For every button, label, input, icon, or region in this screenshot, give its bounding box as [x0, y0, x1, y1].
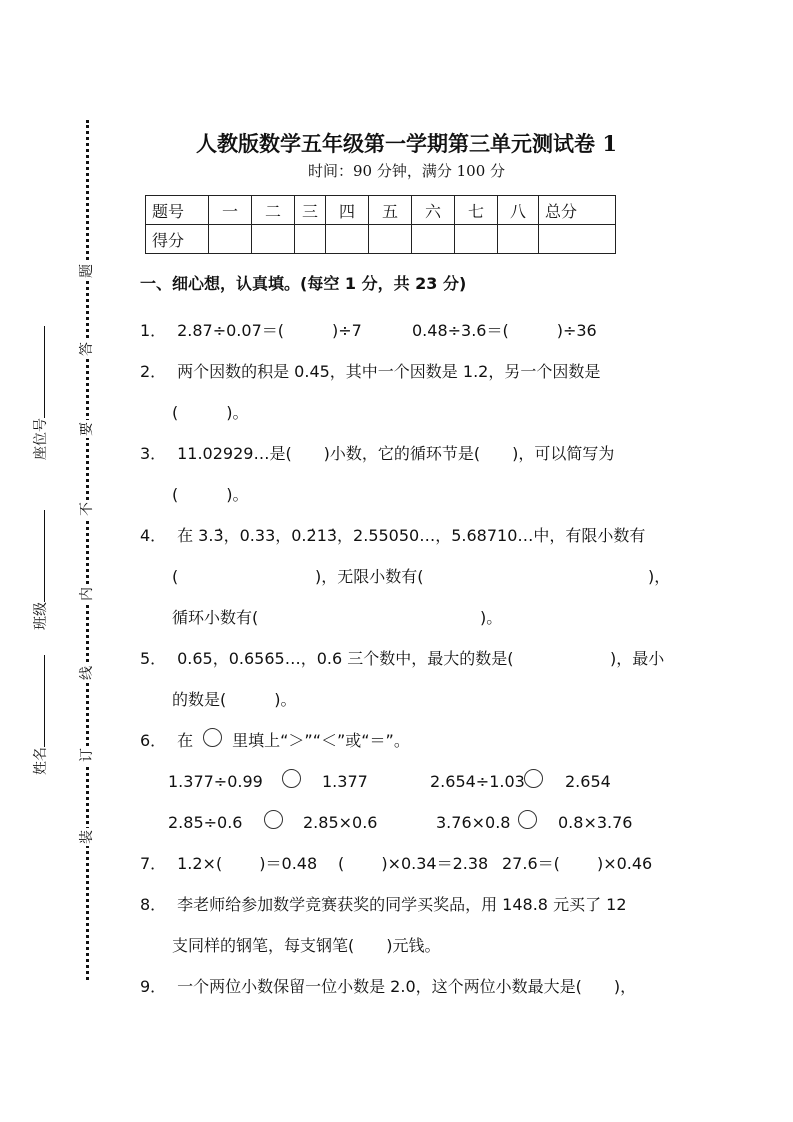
question-number: 5． [140, 649, 167, 668]
name-field[interactable] [30, 655, 50, 775]
blank-close: )， [648, 567, 671, 586]
question-number: 9． [140, 977, 167, 996]
score-cell[interactable] [326, 225, 369, 254]
score-cell[interactable] [209, 225, 252, 254]
compare-circle-blank[interactable] [282, 769, 301, 788]
header-cell: 六 [412, 196, 455, 225]
score-cell[interactable] [295, 225, 326, 254]
question-text: 循环小数有( [172, 608, 259, 627]
compare-left: 3.76×0.8 [436, 813, 511, 832]
question-text: )，最小 [610, 649, 665, 668]
header-cell: 七 [455, 196, 498, 225]
margin-notice-char: 题 [79, 264, 95, 278]
question-8 [140, 884, 680, 925]
score-cell[interactable] [252, 225, 295, 254]
margin-notice-char: 内 [79, 587, 95, 601]
question-number: 4． [140, 526, 167, 545]
score-cell[interactable] [455, 225, 498, 254]
compare-left: 2.654÷1.03 [430, 772, 525, 791]
question-number: 7． [140, 854, 167, 873]
compare-right: 2.85×0.6 [303, 813, 378, 832]
page-title: 人教版数学五年级第一学期第三单元测试卷 1 [196, 131, 617, 156]
circle-icon [203, 728, 222, 747]
question-text: 一个两位小数保留一位小数是 2.0，这个两位小数最大是( )， [177, 977, 637, 996]
question-text: 两个因数的积是 0.45，其中一个因数是 1.2，另一个因数是 [177, 362, 601, 381]
header-cell: 题号 [146, 196, 209, 225]
name-label: 姓名 [33, 747, 49, 775]
section-heading: 一、细心想，认真填。(每空 1 分，共 23 分) [140, 274, 467, 293]
compare-left: 2.85÷0.6 [168, 813, 243, 832]
compare-right: 0.8×3.76 [558, 813, 633, 832]
compare-left: 1.377÷0.99 [168, 772, 263, 791]
question-2-continued: ( )。 [172, 403, 249, 422]
score-table-score-row [146, 225, 616, 254]
question-7 [140, 843, 680, 884]
margin-notice-char: 线 [79, 666, 95, 680]
question-6 [140, 720, 680, 761]
section-1 [140, 272, 680, 1007]
margin-notice-char: 订 [79, 748, 95, 762]
seat-number-field[interactable] [30, 326, 50, 460]
compare-row-1 [140, 761, 680, 802]
margin-notice-char: 装 [79, 830, 95, 844]
blank-close: )。 [480, 608, 503, 627]
question-7a: 1.2×( )＝0.48 [177, 854, 318, 873]
question-text: 在 [177, 731, 194, 750]
header-cell: 总分 [539, 196, 616, 225]
question-1a: 2.87÷0.07＝( )÷7 [177, 321, 362, 340]
seat-number-line[interactable] [32, 326, 45, 418]
class-label: 班级 [33, 602, 49, 630]
question-3-continued: ( )。 [172, 485, 249, 504]
compare-circle-blank[interactable] [264, 810, 283, 829]
score-table [145, 195, 616, 254]
question-7c: 27.6＝( )×0.46 [502, 854, 653, 873]
header-cell: 三 [295, 196, 326, 225]
binding-dotted-line [86, 120, 89, 980]
name-line[interactable] [32, 655, 45, 747]
question-5-continued: 的数是( )。 [172, 690, 297, 709]
header-cell: 四 [326, 196, 369, 225]
question-4-line3 [140, 597, 680, 638]
question-text: 0.65，0.6565…，0.6 三个数中，最大的数是( [177, 649, 514, 668]
header-cell: 二 [252, 196, 295, 225]
exam-time-subtitle: 时间：90 分钟，满分 100 分 [307, 162, 506, 180]
class-line[interactable] [32, 510, 45, 602]
question-number: 3． [140, 444, 167, 463]
score-table-header-row [146, 196, 616, 225]
score-cell[interactable] [539, 225, 616, 254]
margin-notice-char: 答 [79, 342, 95, 356]
score-cell[interactable] [498, 225, 539, 254]
question-4-line2 [140, 556, 680, 597]
row-label: 得分 [146, 225, 209, 254]
question-7b: ( )×0.34＝2.38 [338, 854, 489, 873]
question-2 [140, 351, 680, 392]
compare-circle-blank[interactable] [518, 810, 537, 829]
question-text: 在 3.3̇，0.33，0.2̇13̇，2.55050…，5.68710…中，有限小数有 [177, 526, 646, 545]
score-cell[interactable] [412, 225, 455, 254]
header-cell: 一 [209, 196, 252, 225]
question-number: 1． [140, 321, 167, 340]
question-number: 6． [140, 731, 167, 750]
question-4 [140, 515, 680, 556]
question-text: 11.02929…是( )小数，它的循环节是( )，可以简写为 [177, 444, 615, 463]
question-number: 2． [140, 362, 167, 381]
question-number: 8． [140, 895, 167, 914]
compare-circle-blank[interactable] [524, 769, 543, 788]
question-text: )，无限小数有( [315, 567, 424, 586]
compare-row-2 [140, 802, 680, 843]
score-cell[interactable] [369, 225, 412, 254]
compare-right: 2.654 [565, 772, 611, 791]
header-cell: 八 [498, 196, 539, 225]
class-field[interactable] [30, 510, 50, 630]
question-3 [140, 433, 680, 474]
margin-notice-char: 不 [79, 502, 95, 516]
blank-open: ( [172, 567, 179, 586]
compare-right: 1.377 [322, 772, 368, 791]
question-9 [140, 966, 680, 1007]
margin-notice-char: 要 [79, 422, 95, 436]
seat-number-label: 座位号 [33, 418, 49, 460]
question-text: 里填上“＞”“＜”或“＝”。 [232, 731, 410, 750]
header-cell: 五 [369, 196, 412, 225]
question-1 [140, 310, 680, 351]
question-text: 李老师给参加数学竞赛获奖的同学买奖品，用 148.8 元买了 12 [177, 895, 627, 914]
question-1b: 0.48÷3.6＝( )÷36 [412, 321, 597, 340]
question-8-continued: 支同样的钢笔，每支钢笔( )元钱。 [172, 936, 441, 955]
question-5 [140, 638, 680, 679]
